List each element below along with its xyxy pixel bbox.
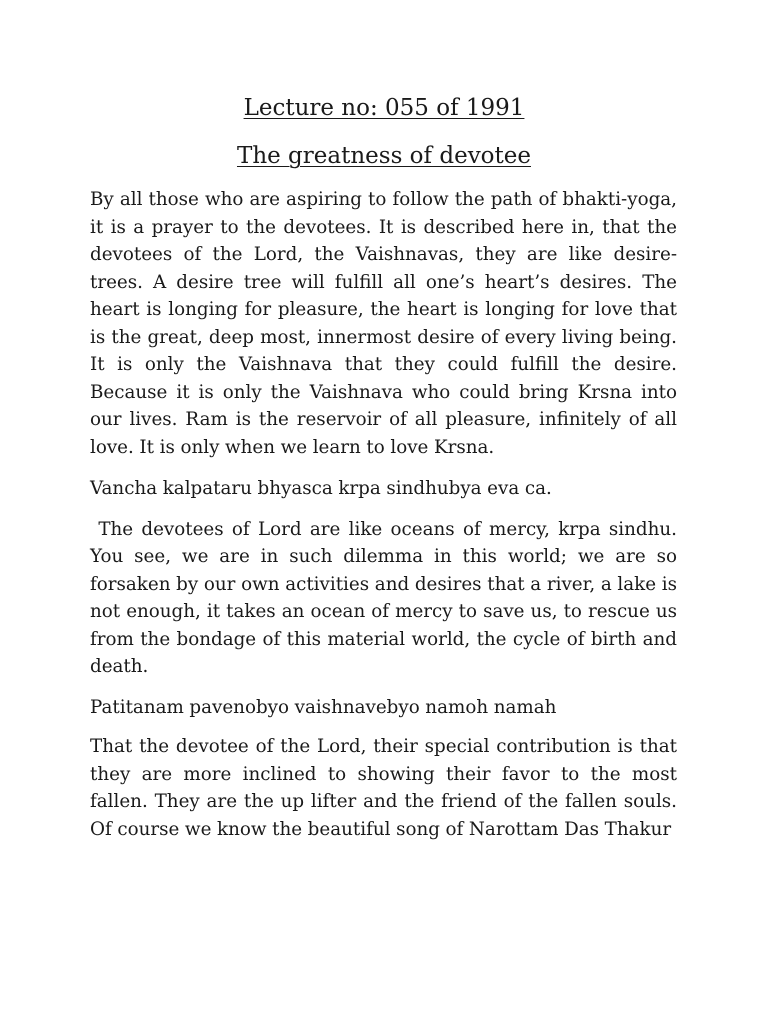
paragraph-intro: By all those who are aspiring to follow the path of bhakti-yoga, it is a prayer to the devotees. It is described here in, that the devotees of the Lord, the Vaishnavas, they are like desire-trees. A desire tree will fulfill all one’s heart’s desires. The heart is longing for pleasure, the heart is longing for love that is the great, deep most, innermost desire of every living being. It is only the Vaishnava that they could fulfill the desire. Because it is only the Vaishnava who could bring Krsna into our lives. Ram is the reservoir of all pleasure, infinitely of all love. It is only when we learn to love Krsna. — [90, 189, 677, 458]
lecture-subtitle: The greatness of devotee — [236, 143, 531, 169]
paragraph-verse-1: Vancha kalpataru bhyasca krpa sindhubya eva ca. — [90, 478, 552, 499]
lecture-title: Lecture no: 055 of 1991 — [243, 95, 525, 121]
paragraph-fallen-souls: That the devotee of the Lord, their special contribution is that they are more inclined to showing their favor to the most fallen. They are the up lifter and the friend of the fallen souls. Of course we know the beautiful song of Narottam Das Thakur — [90, 736, 677, 840]
paragraph-oceans-of-mercy: The devotees of Lord are like oceans of mercy, krpa sindhu. You see, we are in such dilemma in this world; we are so forsaken by our own activities and desires that a river, a lake is not enough, it takes an ocean of mercy to save us, to rescue us from the bondage of this material world, the cycle of birth and death. — [90, 518, 683, 677]
paragraph-verse-2: Patitanam pavenobyo vaishnavebyo namoh namah — [90, 696, 557, 718]
document-body — [90, 186, 683, 843]
